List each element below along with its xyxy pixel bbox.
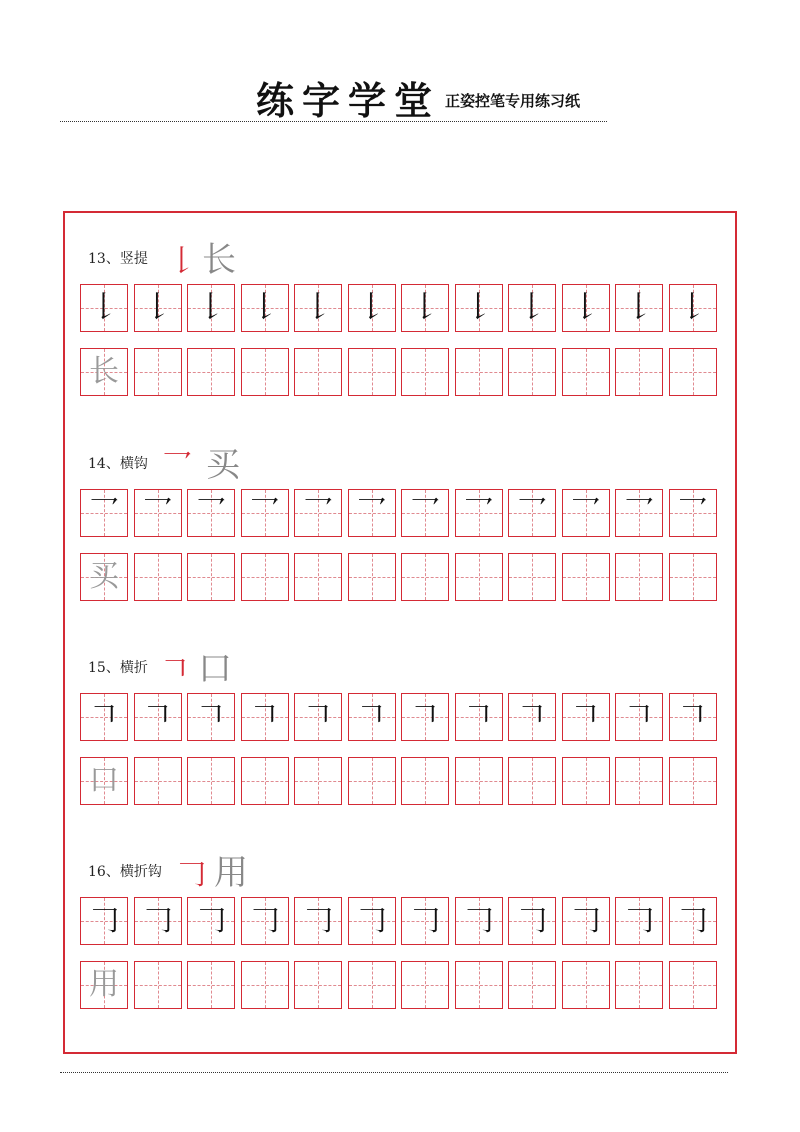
stroke-glyph: 𠃍 bbox=[356, 699, 387, 734]
grid-cell[interactable] bbox=[187, 284, 235, 332]
grid-cell[interactable] bbox=[401, 757, 449, 805]
grid-cell[interactable] bbox=[294, 553, 342, 601]
grid-cell[interactable] bbox=[455, 693, 503, 741]
stroke-label: 13、竖提 bbox=[88, 251, 148, 267]
grid-cell[interactable] bbox=[615, 348, 663, 396]
grid-cell[interactable] bbox=[134, 757, 182, 805]
grid-cell[interactable] bbox=[348, 553, 396, 601]
stroke-glyph: 𠃍 bbox=[196, 699, 226, 734]
grid-cell[interactable] bbox=[348, 897, 396, 945]
stroke-glyph: 𠄌 bbox=[517, 290, 547, 325]
grid-cell[interactable] bbox=[348, 693, 396, 741]
grid-cell[interactable] bbox=[401, 348, 449, 396]
grid-cell[interactable] bbox=[294, 348, 342, 396]
grid-cell[interactable] bbox=[455, 553, 503, 601]
grid-cell[interactable] bbox=[615, 489, 663, 537]
stroke-glyph: 𠃍 bbox=[410, 699, 440, 734]
grid-cell[interactable] bbox=[187, 757, 235, 805]
stroke-glyph: 乛 bbox=[196, 495, 226, 530]
stroke-glyph: 𠃍 bbox=[89, 699, 119, 734]
character-practice-row bbox=[80, 757, 722, 805]
stroke-label: 15、横折 bbox=[88, 660, 148, 676]
grid-cell[interactable] bbox=[80, 489, 128, 537]
stroke-glyph: 𠃍 bbox=[517, 699, 547, 734]
stroke-glyph: 𠄌 bbox=[570, 290, 601, 325]
stroke-glyph: 𠃍 bbox=[303, 699, 333, 734]
stroke-glyph: 𠃌 bbox=[89, 903, 119, 938]
trace-character: 用 bbox=[89, 967, 119, 1002]
grid-cell[interactable] bbox=[241, 961, 289, 1009]
trace-character: 买 bbox=[89, 559, 119, 594]
grid-cell[interactable] bbox=[508, 553, 556, 601]
grid-cell[interactable] bbox=[455, 489, 503, 537]
footer-divider bbox=[60, 1072, 728, 1073]
grid-cell[interactable] bbox=[508, 757, 556, 805]
grid-cell[interactable] bbox=[401, 489, 449, 537]
stroke-glyph: 𠃍 bbox=[570, 699, 601, 734]
grid-cell[interactable] bbox=[401, 961, 449, 1009]
grid-cell[interactable] bbox=[615, 757, 663, 805]
example-character: 长 bbox=[202, 240, 236, 280]
grid-cell[interactable] bbox=[80, 693, 128, 741]
grid-cell[interactable] bbox=[562, 284, 610, 332]
stroke-glyph: 乛 bbox=[517, 495, 547, 530]
stroke-glyph: 𠄌 bbox=[624, 290, 654, 325]
grid-cell[interactable] bbox=[669, 961, 717, 1009]
grid-cell[interactable] bbox=[294, 284, 342, 332]
page-subtitle: 正姿控笔专用练习纸 bbox=[445, 92, 581, 110]
grid-cell[interactable] bbox=[615, 553, 663, 601]
stroke-label: 16、横折钩 bbox=[88, 864, 162, 880]
stroke-glyph: 乛 bbox=[356, 495, 387, 530]
trace-character: 口 bbox=[89, 763, 119, 798]
stroke-glyph: 𠃌 bbox=[517, 903, 547, 938]
grid-cell[interactable] bbox=[508, 897, 556, 945]
grid-cell[interactable] bbox=[562, 489, 610, 537]
stroke-glyph: 𠃌 bbox=[249, 903, 280, 938]
stroke-glyph: 乛 bbox=[570, 495, 601, 530]
grid-cell[interactable] bbox=[348, 284, 396, 332]
stroke-symbol: 乛 bbox=[162, 449, 192, 484]
grid-cell[interactable] bbox=[508, 284, 556, 332]
grid-cell[interactable] bbox=[455, 348, 503, 396]
example-character: 买 bbox=[206, 445, 240, 485]
grid-cell[interactable] bbox=[562, 693, 610, 741]
grid-cell[interactable] bbox=[615, 961, 663, 1009]
character-practice-row bbox=[80, 961, 722, 1009]
stroke-practice-row bbox=[80, 693, 722, 741]
grid-cell[interactable] bbox=[241, 693, 289, 741]
stroke-glyph: 𠄌 bbox=[410, 290, 440, 325]
grid-cell[interactable] bbox=[455, 897, 503, 945]
stroke-glyph: 乛 bbox=[463, 495, 494, 530]
grid-cell[interactable] bbox=[241, 897, 289, 945]
grid-cell[interactable] bbox=[508, 489, 556, 537]
grid-cell[interactable] bbox=[294, 897, 342, 945]
grid-cell[interactable] bbox=[294, 489, 342, 537]
stroke-glyph: 𠃌 bbox=[196, 903, 226, 938]
grid-cell[interactable] bbox=[80, 757, 128, 805]
stroke-symbol: 𠄌 bbox=[167, 244, 197, 279]
grid-cell[interactable] bbox=[401, 553, 449, 601]
stroke-glyph: 𠃍 bbox=[463, 699, 494, 734]
grid-cell[interactable] bbox=[401, 897, 449, 945]
grid-cell[interactable] bbox=[669, 757, 717, 805]
grid-cell[interactable] bbox=[401, 284, 449, 332]
stroke-glyph: 𠃌 bbox=[677, 903, 708, 938]
stroke-glyph: 𠃌 bbox=[356, 903, 387, 938]
stroke-practice-row bbox=[80, 284, 722, 332]
grid-cell[interactable] bbox=[134, 284, 182, 332]
grid-cell[interactable] bbox=[187, 489, 235, 537]
grid-cell[interactable] bbox=[294, 757, 342, 805]
stroke-glyph: 𠄌 bbox=[677, 290, 708, 325]
grid-cell[interactable] bbox=[348, 757, 396, 805]
stroke-glyph: 𠃍 bbox=[677, 699, 708, 734]
stroke-glyph: 乛 bbox=[677, 495, 708, 530]
stroke-practice-row bbox=[80, 897, 722, 945]
stroke-glyph: 𠄌 bbox=[463, 290, 494, 325]
stroke-symbol: 𠃌 bbox=[176, 857, 206, 892]
grid-cell[interactable] bbox=[348, 961, 396, 1009]
grid-cell[interactable] bbox=[508, 693, 556, 741]
grid-cell[interactable] bbox=[80, 961, 128, 1009]
grid-cell[interactable] bbox=[187, 348, 235, 396]
stroke-glyph: 𠃌 bbox=[142, 903, 173, 938]
stroke-glyph: 𠄌 bbox=[142, 290, 173, 325]
grid-cell[interactable] bbox=[455, 757, 503, 805]
stroke-glyph: 𠃌 bbox=[570, 903, 601, 938]
grid-cell[interactable] bbox=[562, 757, 610, 805]
grid-cell[interactable] bbox=[80, 348, 128, 396]
grid-cell[interactable] bbox=[134, 348, 182, 396]
stroke-glyph: 𠄌 bbox=[249, 290, 280, 325]
character-practice-row bbox=[80, 348, 722, 396]
grid-cell[interactable] bbox=[134, 693, 182, 741]
stroke-glyph: 𠄌 bbox=[356, 290, 387, 325]
grid-cell[interactable] bbox=[508, 348, 556, 396]
stroke-label: 14、横钩 bbox=[88, 456, 148, 472]
grid-cell[interactable] bbox=[562, 553, 610, 601]
grid-cell[interactable] bbox=[348, 489, 396, 537]
grid-cell[interactable] bbox=[669, 348, 717, 396]
grid-cell[interactable] bbox=[241, 348, 289, 396]
stroke-glyph: 𠃌 bbox=[410, 903, 440, 938]
grid-cell[interactable] bbox=[669, 284, 717, 332]
grid-cell[interactable] bbox=[187, 693, 235, 741]
grid-cell[interactable] bbox=[615, 284, 663, 332]
grid-cell[interactable] bbox=[134, 489, 182, 537]
stroke-glyph: 𠄌 bbox=[196, 290, 226, 325]
grid-cell[interactable] bbox=[455, 961, 503, 1009]
grid-cell[interactable] bbox=[241, 284, 289, 332]
grid-cell[interactable] bbox=[615, 693, 663, 741]
example-character: 用 bbox=[214, 853, 248, 893]
example-character: 口 bbox=[198, 649, 232, 689]
grid-cell[interactable] bbox=[241, 489, 289, 537]
grid-cell[interactable] bbox=[241, 757, 289, 805]
stroke-glyph: 𠃍 bbox=[142, 699, 173, 734]
grid-cell[interactable] bbox=[348, 348, 396, 396]
stroke-glyph: 𠃍 bbox=[624, 699, 654, 734]
stroke-glyph: 𠄌 bbox=[89, 290, 119, 325]
stroke-glyph: 𠃌 bbox=[624, 903, 654, 938]
grid-cell[interactable] bbox=[294, 693, 342, 741]
grid-cell[interactable] bbox=[669, 489, 717, 537]
grid-cell[interactable] bbox=[455, 284, 503, 332]
grid-cell[interactable] bbox=[562, 897, 610, 945]
stroke-glyph: 乛 bbox=[89, 495, 119, 530]
character-practice-row bbox=[80, 553, 722, 601]
grid-cell[interactable] bbox=[80, 284, 128, 332]
grid-cell[interactable] bbox=[134, 961, 182, 1009]
grid-cell[interactable] bbox=[669, 553, 717, 601]
grid-cell[interactable] bbox=[615, 897, 663, 945]
stroke-glyph: 𠄌 bbox=[303, 290, 333, 325]
grid-cell[interactable] bbox=[401, 693, 449, 741]
grid-cell[interactable] bbox=[134, 553, 182, 601]
stroke-glyph: 乛 bbox=[410, 495, 440, 530]
grid-cell[interactable] bbox=[669, 897, 717, 945]
stroke-glyph: 乛 bbox=[303, 495, 333, 530]
grid-cell[interactable] bbox=[187, 961, 235, 1009]
grid-cell[interactable] bbox=[80, 553, 128, 601]
stroke-symbol: 𠃍 bbox=[160, 653, 190, 688]
trace-character: 长 bbox=[89, 354, 119, 389]
grid-cell[interactable] bbox=[562, 348, 610, 396]
stroke-practice-row bbox=[80, 489, 722, 537]
grid-cell[interactable] bbox=[187, 897, 235, 945]
stroke-glyph: 乛 bbox=[249, 495, 280, 530]
stroke-glyph: 𠃍 bbox=[249, 699, 280, 734]
grid-cell[interactable] bbox=[669, 693, 717, 741]
stroke-glyph: 乛 bbox=[624, 495, 654, 530]
stroke-glyph: 𠃌 bbox=[463, 903, 494, 938]
page-title: 练字学堂 bbox=[256, 78, 441, 123]
grid-cell[interactable] bbox=[508, 961, 556, 1009]
stroke-glyph: 乛 bbox=[142, 495, 173, 530]
stroke-glyph: 𠃌 bbox=[303, 903, 333, 938]
grid-cell[interactable] bbox=[134, 897, 182, 945]
grid-cell[interactable] bbox=[80, 897, 128, 945]
grid-cell[interactable] bbox=[562, 961, 610, 1009]
header-divider bbox=[60, 121, 607, 122]
grid-cell[interactable] bbox=[187, 553, 235, 601]
grid-cell[interactable] bbox=[294, 961, 342, 1009]
grid-cell[interactable] bbox=[241, 553, 289, 601]
